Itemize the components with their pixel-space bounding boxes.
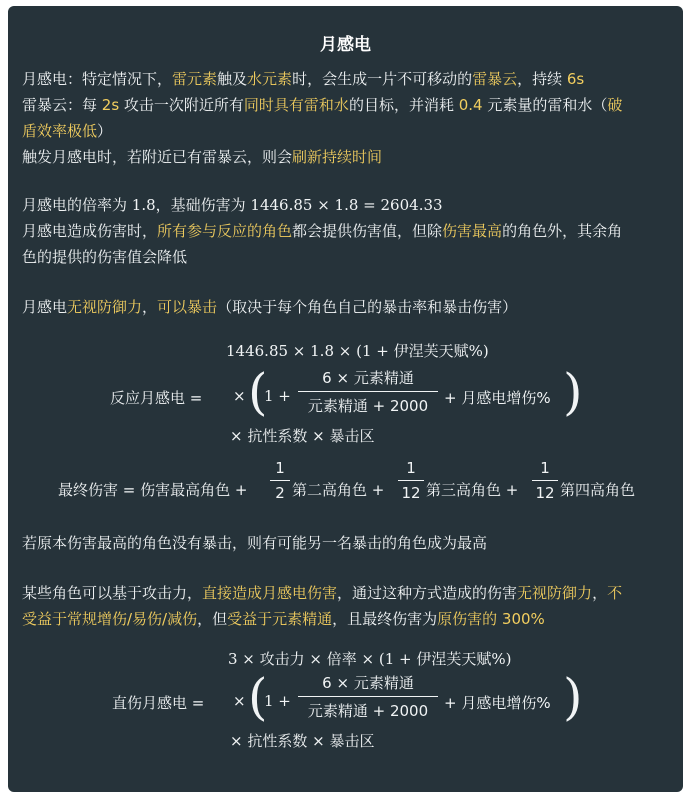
text: 雷暴云：每 <box>22 96 102 114</box>
right-paren: ) <box>563 363 583 421</box>
highlight-targets: 同时具有雷和水 <box>243 96 349 114</box>
no-crit-line: 若原本伤害最高的角色没有暴击，则有可能另一名暴击的角色成为最高 <box>22 534 488 552</box>
definition-line <box>22 68 584 89</box>
highlight-ignore-def-2: 无视防御力 <box>517 584 593 602</box>
text: ，但 <box>197 610 228 628</box>
highlight-em: 受益于元素精通 <box>227 610 333 628</box>
text: 触发月感电时，若附近已有雷暴云，则会 <box>22 148 293 166</box>
left-paren: ( <box>248 363 268 421</box>
mastery-fraction <box>298 367 438 416</box>
fraction-numerator: 6 × 元素精通 <box>322 369 414 387</box>
fraction-denominator: 12 <box>401 484 421 502</box>
text: 某些角色可以基于攻击力， <box>22 584 203 602</box>
contribution-line-cont: 色的提供的伤害值会降低 <box>22 248 188 266</box>
text: 触及 <box>217 70 248 88</box>
card-title: 月感电 <box>320 35 371 55</box>
highlight-not: 不 <box>607 584 623 602</box>
formula-line-top: 3 × 攻击力 × 倍率 × (1 + 伊涅芙天赋%) <box>228 650 512 668</box>
defense-crit-line <box>22 296 517 317</box>
bonus-term: + 月感电增伤% <box>444 694 551 712</box>
text: ， <box>592 584 608 602</box>
one-plus: 1 + <box>264 692 291 710</box>
fraction-denominator: 2 <box>275 484 285 502</box>
fraction-twelfth-2 <box>532 459 558 502</box>
highlight-ignore-def: 无视防御力 <box>67 298 143 316</box>
highlight-gauge: 0.4 <box>458 96 483 114</box>
final-label: 最终伤害 = 伤害最高角色 + <box>58 481 248 499</box>
text: 的角色外，其余角 <box>502 222 623 240</box>
highlight-thundercloud: 雷暴云 <box>472 70 518 88</box>
text: ） <box>97 122 113 140</box>
text: 元素量的雷和水（ <box>482 96 608 114</box>
base-damage-formula: 1446.85 × 1.8 = 2604.33 <box>250 196 443 214</box>
highlight-direct: 直接造成月感电伤害 <box>202 584 338 602</box>
formula-line-bottom: × 抗性系数 × 暴击区 <box>230 427 375 445</box>
direct-damage-line <box>22 582 622 603</box>
highlight-duration: 6s <box>566 70 585 88</box>
right-paren: ) <box>563 668 583 726</box>
text: ，通过这种方式造成的伤害 <box>337 584 518 602</box>
fraction-numerator: 1 <box>275 459 285 477</box>
text: 的目标，并消耗 <box>348 96 459 114</box>
fraction-twelfth-1 <box>398 459 424 502</box>
mechanics-card <box>8 6 683 792</box>
fraction-numerator: 1 <box>406 459 416 477</box>
bonus-term: + 月感电增伤% <box>444 389 551 407</box>
text: （取决于每个角色自己的暴击率和暴击伤害） <box>217 298 518 316</box>
fraction-denominator: 元素精通 + 2000 <box>307 397 429 415</box>
fraction-bar <box>270 480 290 481</box>
times-sign: × <box>233 387 246 405</box>
fraction-bar <box>532 480 558 481</box>
text: 攻击一次附近所有 <box>119 96 244 114</box>
text: ，且最终伤害为 <box>332 610 438 628</box>
formula-label: 直伤月感电 = <box>112 694 205 712</box>
formula-line-top: 1446.85 × 1.8 × (1 + 伊涅芙天赋%) <box>226 342 489 360</box>
fraction-bar <box>298 391 438 392</box>
formula-line-bottom: × 抗性系数 × 暴击区 <box>230 732 375 750</box>
fourth-term: 第四高角色 <box>560 481 636 499</box>
fraction-denominator: 12 <box>535 484 555 502</box>
fraction-denominator: 元素精通 + 2000 <box>307 702 429 720</box>
highlight-can-crit: 可以暴击 <box>157 298 218 316</box>
text: 时，会生成一片不可移动的 <box>292 70 473 88</box>
fraction-numerator: 1 <box>540 459 550 477</box>
highlight-no-bonus: 受益于常规增伤/易伤/减伤 <box>22 610 198 628</box>
multiplier-line <box>22 194 443 215</box>
thundercloud-line-cont <box>22 120 112 141</box>
fraction-half <box>270 459 290 502</box>
text: 月感电造成伤害时， <box>22 222 158 240</box>
multiplier-value: 1.8 <box>131 196 156 214</box>
one-plus: 1 + <box>264 387 291 405</box>
fraction-bar <box>298 696 438 697</box>
refresh-line <box>22 146 382 167</box>
formula-label: 反应月感电 = <box>110 389 203 407</box>
text: ，基础伤害为 <box>155 196 251 214</box>
left-paren: ( <box>248 668 268 726</box>
fraction-numerator: 6 × 元素精通 <box>322 674 414 692</box>
text: ，持续 <box>517 70 567 88</box>
highlight-hydro: 水元素 <box>247 70 293 88</box>
third-term: 第三高角色 + <box>426 481 519 499</box>
text: 月感电的倍率为 <box>22 196 132 214</box>
contribution-line <box>22 220 622 241</box>
highlight-all-chars: 所有参与反应的角色 <box>157 222 293 240</box>
highlight-interval: 2s <box>101 96 120 114</box>
highlight-300: 原伤害的 300% <box>437 610 545 628</box>
times-sign: × <box>233 692 246 710</box>
highlight-electro: 雷元素 <box>172 70 218 88</box>
second-term: 第二高角色 + <box>292 481 385 499</box>
direct-damage-line-cont <box>22 608 545 629</box>
thundercloud-line <box>22 94 622 115</box>
text: 都会提供伤害值，但除 <box>292 222 443 240</box>
fraction-bar <box>398 480 424 481</box>
highlight-refresh: 刷新持续时间 <box>292 148 383 166</box>
text: 月感电 <box>22 298 68 316</box>
highlight-highest: 伤害最高 <box>442 222 503 240</box>
highlight-shield: 破 <box>607 96 623 114</box>
highlight-shield-cont: 盾效率极低 <box>22 122 98 140</box>
text: 月感电：特定情况下， <box>22 70 173 88</box>
text: ， <box>142 298 158 316</box>
mastery-fraction <box>298 672 438 721</box>
